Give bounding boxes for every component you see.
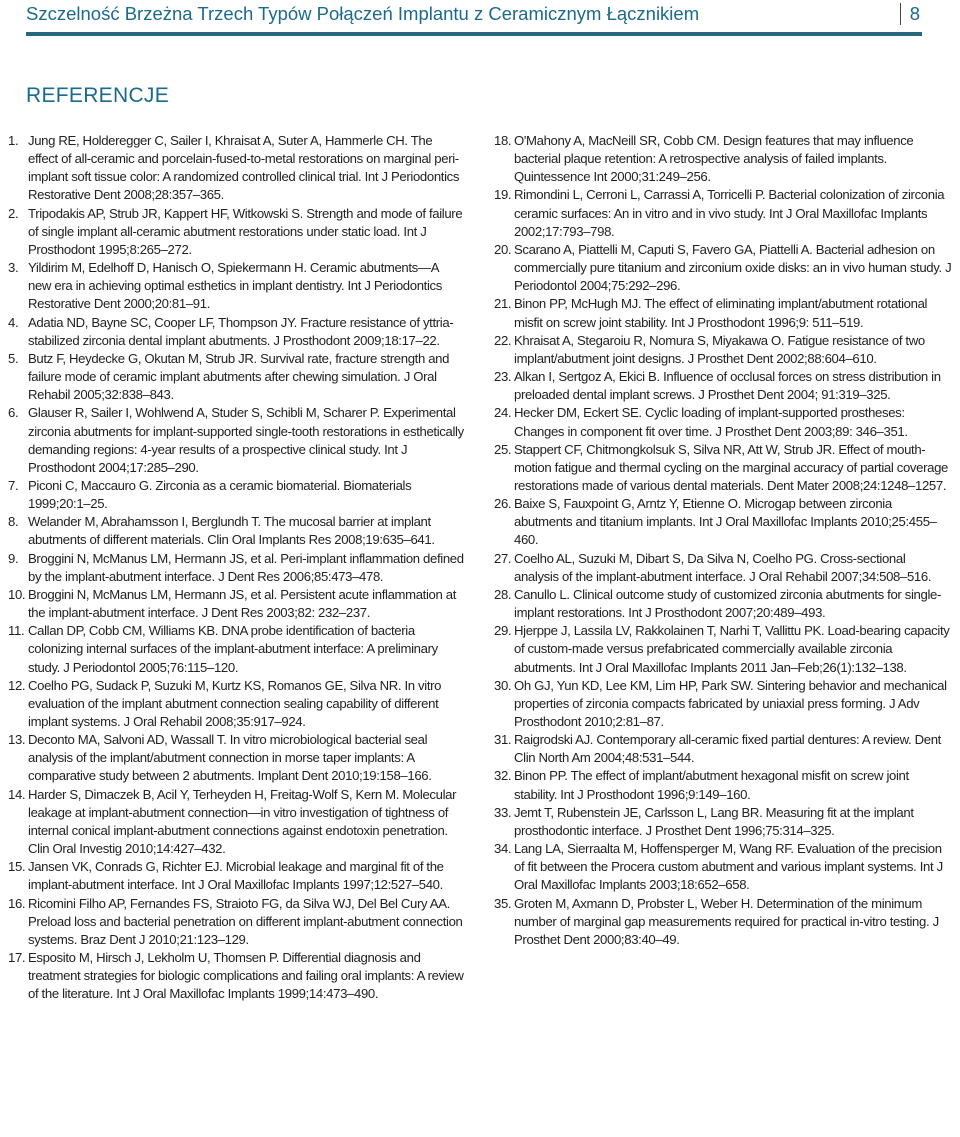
reference-text: Hecker DM, Eckert SE. Cyclic loading of implant-supported prostheses: Changes in component fit over time. J Prosthet Dent 2003;89: 346–351. xyxy=(514,405,908,439)
reference-text: Lang LA, Sierraalta M, Hoffensperger M, Wang RF. Evaluation of the precision of fit between the Procera custom abutment and various implant systems. Int J Oral Maxillofac Implants 2003;18:652–658. xyxy=(514,841,943,893)
reference-number: 3. xyxy=(8,260,19,276)
reference-item xyxy=(8,513,464,549)
reference-text: Coelho AL, Suzuki M, Dibart S, Da Silva N, Coelho PG. Cross-sectional analysis of the implant-abutment interface. J Oral Rehabil 2007;34:508–516. xyxy=(514,550,932,584)
reference-text: Esposito M, Hirsch J, Lekholm U, Thomsen P. Differential diagnosis and treatment strategies for biologic complications and failing oral implants: A review of the literature. Int J Oral Maxillofac Implants 1999;14:473–490. xyxy=(28,950,464,1002)
reference-text: Raigrodski AJ. Contemporary all-ceramic fixed partial dentures: A review. Dent Clin North Am 2004;48:531–544. xyxy=(514,732,941,766)
reference-text: Scarano A, Piattelli M, Caputi S, Favero GA, Piattelli A. Bacterial adhesion on commercially pure titanium and zirconium oxide disks: an in vivo human study. J Periodontol 2004;75:292–296. xyxy=(514,241,952,294)
reference-item xyxy=(8,477,464,513)
reference-text: Coelho PG, Sudack P, Suzuki M, Kurtz KS, Romanos GE, Silva NR. In vitro evaluation of the implant abutment connection sealing capability of different implant systems. J Oral Rehabil 2008;35:917–924. xyxy=(28,677,442,729)
reference-item xyxy=(494,767,952,803)
reference-number: 25. xyxy=(494,441,512,457)
reference-text: Hjerppe J, Lassila LV, Rakkolainen T, Narhi T, Vallittu PK. Load-bearing capacity of custom-made versus prefabricated commercially available zirconia abutments. Int J Oral Maxillofac Implants 2011 Jan–Feb;26(1):132–138. xyxy=(514,623,950,675)
reference-text: Rimondini L, Cerroni L, Carrassi A, Torricelli P. Bacterial colonization of zirconia ceramic surfaces: An in vitro and in vivo study. Int J Oral Maxillofac Implants 2002;17:793–798. xyxy=(514,187,945,239)
reference-text: Groten M, Axmann D, Probster L, Weber H. Determination of the minimum number of marginal gap measurements required for practical in-vitro testing. J Prosthet Dent 2000;83:40–49. xyxy=(514,895,939,947)
reference-number: 19. xyxy=(494,187,512,203)
reference-item xyxy=(494,840,952,894)
reference-text: Glauser R, Sailer I, Wohlwend A, Studer S, Schibli M, Scharer P. Experimental zirconia abutments for implant-supported single-tooth restorations in esthetically demanding regions: 4-year results of a prospective clinical study. Int J Prosthodont 2004;17:285–290. xyxy=(28,405,464,475)
reference-number: 32. xyxy=(494,768,512,784)
reference-number: 9. xyxy=(8,550,19,566)
reference-text: Yildirim M, Edelhoff D, Hanisch O, Spiekermann H. Ceramic abutments—A new era in achieving optimal esthetics in implant dentistry. Int J Periodontics Restorative Dent 2000;20:81–91. xyxy=(28,260,442,312)
reference-item xyxy=(8,550,464,586)
reference-text: Ricomini Filho AP, Fernandes FS, Straioto FG, da Silva WJ, Del Bel Cury AA. Preload loss and bacterial penetration on different implant-abutment connection systems. Braz Dent J 2010;21:123–129. xyxy=(28,895,463,947)
reference-number: 11. xyxy=(8,623,25,639)
reference-item xyxy=(494,404,952,440)
reference-number: 28. xyxy=(494,586,512,602)
reference-number: 14. xyxy=(8,786,26,802)
reference-number: 4. xyxy=(8,314,19,330)
reference-text: Binon PP. The effect of implant/abutment hexagonal misfit on screw joint stability. Int J Prosthodont 1996;9:149–160. xyxy=(514,768,909,802)
reference-text: Harder S, Dimaczek B, Acil Y, Terheyden H, Freitag-Wolf S, Kern M. Molecular leakage at implant-abutment connection—in vitro investigation of tightness of internal conical implant-abutment connections against endotoxin penetration. Clin Oral Investig 2010;14:427–432. xyxy=(28,786,457,857)
reference-text: Deconto MA, Salvoni AD, Wassall T. In vitro microbiological bacterial seal analysis of the implant/abutment connection in morse taper implants: A comparative study between 2 abutments. Implant Dent 2010;19:158–166. xyxy=(28,732,432,784)
reference-text: Welander M, Abrahamsson I, Berglundh T. The mucosal barrier at implant abutments of different materials. Clin Oral Implants Res 2008;19:635–641. xyxy=(28,514,435,548)
reference-item xyxy=(494,622,952,676)
reference-number: 24. xyxy=(494,405,512,421)
reference-item xyxy=(494,332,952,368)
reference-text: Jemt T, Rubenstein JE, Carlsson L, Lang BR. Measuring fit at the implant prosthodontic interface. J Prosthet Dent 1996;75:314–325. xyxy=(514,804,914,838)
reference-item xyxy=(494,550,952,586)
reference-text: O'Mahony A, MacNeill SR, Cobb CM. Design features that may influence bacterial plaque retention: A retrospective analysis of failed implants. Quintessence Int 2000;31:249–256. xyxy=(514,133,914,185)
reference-number: 31. xyxy=(494,732,512,748)
page-number: 8 xyxy=(900,3,920,25)
reference-number: 22. xyxy=(494,332,512,348)
reference-number: 17. xyxy=(8,950,26,966)
reference-text: Binon PP, McHugh MJ. The effect of eliminating implant/abutment rotational misfit on screw joint stability. Int J Prosthodont 1996;9: 511–519. xyxy=(514,296,928,330)
reference-number: 30. xyxy=(494,677,512,693)
reference-number: 18. xyxy=(494,133,512,148)
reference-number: 5. xyxy=(8,350,19,366)
reference-number: 2. xyxy=(8,205,19,221)
reference-item xyxy=(8,314,464,350)
reference-item xyxy=(8,350,464,404)
reference-item xyxy=(494,677,952,731)
reference-text: Broggini N, McManus LM, Hermann JS, et al. Persistent acute inflammation at the implant-abutment interface. J Dent Res 2003;82: 232–237. xyxy=(28,586,457,621)
reference-item xyxy=(494,731,952,767)
reference-number: 8. xyxy=(8,514,19,530)
reference-text: Canullo L. Clinical outcome study of customized zirconia abutments for single-implant restorations. Int J Prosthodont 2007;20:489–493. xyxy=(514,586,941,621)
reference-text: Tripodakis AP, Strub JR, Kappert HF, Witkowski S. Strength and mode of failure of single implant all-ceramic abutment restorations under static load. Int J Prosthodont 1995;8:265–272. xyxy=(28,205,463,257)
reference-number: 13. xyxy=(8,732,26,748)
reference-item xyxy=(494,368,952,404)
reference-item xyxy=(8,949,464,1003)
page-header xyxy=(26,0,922,32)
reference-item xyxy=(8,786,464,859)
reference-text: Alkan I, Sertgoz A, Ekici B. Influence of occlusal forces on stress distribution in preloaded dental implant screws. J Prosthet Dent 2004; 91:319–325. xyxy=(514,369,941,403)
reference-item xyxy=(494,895,952,949)
reference-item xyxy=(8,895,464,949)
reference-text: Oh GJ, Yun KD, Lee KM, Lim HP, Park SW. Sintering behavior and mechanical properties of zirconia compacts fabricated by uniaxial press forming. J Adv Prosthodont 2010;2:81–87. xyxy=(514,677,947,729)
reference-item xyxy=(8,205,464,259)
reference-item xyxy=(8,132,464,205)
references-left-column xyxy=(8,132,464,1004)
references-right-column xyxy=(494,132,952,949)
section-title: REFERENCJE xyxy=(26,84,170,107)
reference-item xyxy=(494,132,952,186)
reference-text: Callan DP, Cobb CM, Williams KB. DNA probe identification of bacteria colonizing internal surfaces of the implant-abutment interface: A preliminary study. J Periodontol 2005;76:115–120. xyxy=(28,623,438,675)
reference-text: Butz F, Heydecke G, Okutan M, Strub JR. Survival rate, fracture strength and failure mode of ceramic implant abutments after chewing simulation. J Oral Rehabil 2005;32:838–843. xyxy=(28,350,450,403)
reference-item xyxy=(8,586,464,622)
reference-number: 26. xyxy=(494,496,512,512)
reference-item xyxy=(8,259,464,313)
reference-item xyxy=(494,441,952,495)
reference-item xyxy=(8,677,464,731)
reference-text: Broggini N, McManus LM, Hermann JS, et al. Peri-implant inflammation defined by the implant-abutment interface. J Dent Res 2006;85:473–478. xyxy=(28,550,464,584)
reference-item xyxy=(8,731,464,785)
reference-text: Jansen VK, Conrads G, Richter EJ. Microbial leakage and marginal fit of the implant-abutment interface. Int J Oral Maxillofac Implants 1997;12:527–540. xyxy=(28,859,444,893)
reference-item xyxy=(8,404,464,477)
reference-text: Baixe S, Fauxpoint G, Arntz Y, Etienne O. Microgap between zirconia abutments and titanium implants. Int J Oral Maxillofac Implants 2010;25:455–460. xyxy=(514,496,937,548)
reference-item xyxy=(494,186,952,240)
reference-number: 1. xyxy=(8,133,19,148)
reference-number: 29. xyxy=(494,623,512,639)
reference-number: 20. xyxy=(494,241,512,257)
reference-number: 35. xyxy=(494,895,512,911)
reference-text: Jung RE, Holderegger C, Sailer I, Khraisat A, Suter A, Hammerle CH. The effect of all-ceramic and porcelain-fused-to-metal restorations on marginal peri-implant soft tissue color: A randomized controlled clinical trial. Int J Periodontics Restorative Dent 2008;28:357–365. xyxy=(28,133,460,203)
reference-item xyxy=(494,241,952,295)
reference-text: Stappert CF, Chitmongkolsuk S, Silva NR, Att W, Strub JR. Effect of mouth-motion fatigue and thermal cycling on the marginal accuracy of partial coverage restorations made of various dental materials. Dent Mater 2008;24:1248–1257. xyxy=(514,441,948,493)
reference-number: 33. xyxy=(494,804,512,820)
reference-item xyxy=(8,858,464,894)
reference-item xyxy=(494,804,952,840)
header-rule xyxy=(26,32,922,36)
reference-number: 21. xyxy=(494,296,512,312)
reference-item xyxy=(494,495,952,549)
reference-number: 16. xyxy=(8,895,26,911)
reference-number: 12. xyxy=(8,677,26,693)
reference-text: Khraisat A, Stegaroiu R, Nomura S, Miyakawa O. Fatigue resistance of two implant/abutment joint designs. J Prosthet Dent 2002;88:604–610. xyxy=(514,332,925,366)
reference-item xyxy=(494,586,952,622)
reference-number: 34. xyxy=(494,841,512,857)
reference-text: Piconi C, Maccauro G. Zirconia as a ceramic biomaterial. Biomaterials 1999;20:1–25. xyxy=(28,477,412,512)
reference-number: 10. xyxy=(8,586,26,602)
reference-number: 15. xyxy=(8,859,26,875)
reference-number: 7. xyxy=(8,477,19,493)
header-title: Szczelność Brzeżna Trzech Typów Połączeń Implantu z Ceramicznym Łącznikiem xyxy=(26,3,700,24)
reference-number: 23. xyxy=(494,369,512,385)
reference-item xyxy=(8,622,464,676)
reference-number: 27. xyxy=(494,550,512,566)
reference-item xyxy=(494,295,952,331)
reference-number: 6. xyxy=(8,405,19,421)
reference-text: Adatia ND, Bayne SC, Cooper LF, Thompson JY. Fracture resistance of yttria-stabilized zirconia dental implant abutments. J Prosthodont 2009;18:17–22. xyxy=(28,314,454,348)
